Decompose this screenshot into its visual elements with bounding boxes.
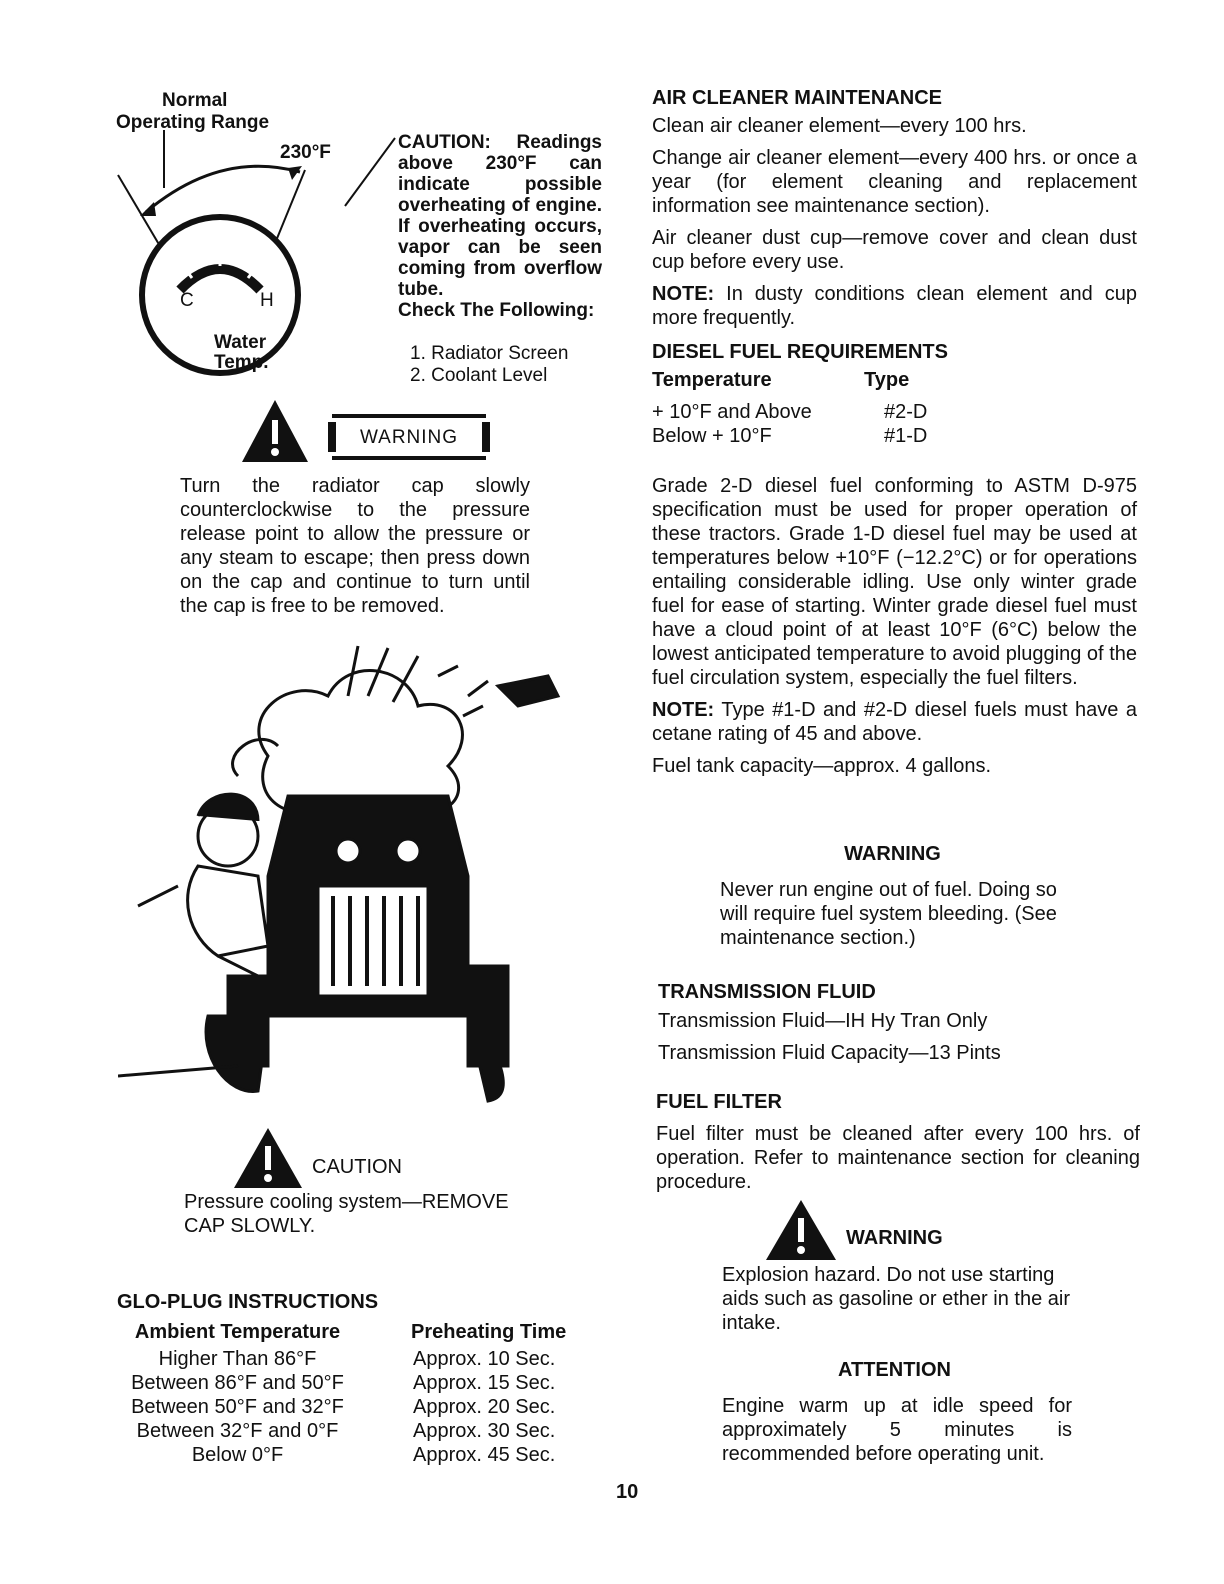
right-column xyxy=(652,86,1137,778)
table-header: Type xyxy=(864,369,910,391)
table-cell: Approx. 10 Sec. xyxy=(413,1348,556,1370)
table-row xyxy=(652,424,927,448)
diesel-fuel-note xyxy=(652,698,1137,746)
check-item: 1. Radiator Screen xyxy=(410,343,569,364)
fuel-filter-heading: FUEL FILTER xyxy=(656,1091,782,1113)
table-cell: Approx. 45 Sec. xyxy=(413,1444,556,1466)
attention-label: ATTENTION xyxy=(838,1359,951,1381)
transmission-line2: Transmission Fluid Capacity—13 Pints xyxy=(658,1042,1001,1064)
table-cell: Between 86°F and 50°F xyxy=(131,1372,344,1394)
caution-readings-text: CAUTION: Readings above 230°F can indicate possible overheating of engine. If overheating occurs, vapor can be seen coming from overflow tube. xyxy=(398,132,602,300)
warning-triangle-icon xyxy=(240,398,310,464)
air-cleaner-heading: AIR CLEANER MAINTENANCE xyxy=(652,87,942,109)
table-cell: Below + 10°F xyxy=(652,425,772,447)
table-cell: Approx. 30 Sec. xyxy=(413,1420,556,1442)
caution-triangle-icon xyxy=(232,1126,304,1190)
air-cleaner-note xyxy=(652,282,1137,330)
table-cell: #1-D xyxy=(884,425,928,447)
air-cleaner-p2: Change air cleaner element—every 400 hrs. or once a year (for element cleaning and replacement information see maintenance section). xyxy=(652,147,1137,217)
pressure-caution-line1: Pressure cooling system—REMOVE xyxy=(184,1191,509,1213)
transmission-heading: TRANSMISSION FLUID xyxy=(658,981,876,1003)
check-item: 2. Coolant Level xyxy=(410,365,548,386)
fuel-warning-text: Never run engine out of fuel. Doing so will require fuel system bleeding. (See maintenance section.) xyxy=(720,879,1057,949)
table-cell: Higher Than 86°F xyxy=(158,1348,317,1370)
note-label: NOTE: xyxy=(652,283,715,305)
attention-text: Engine warm up at idle speed for approximately 5 minutes is recommended before operating unit. xyxy=(722,1395,1072,1465)
table-cell: Approx. 20 Sec. xyxy=(413,1396,556,1418)
note-text: Type #1-D and #2-D diesel fuels must have a cetane rating of 45 and above. xyxy=(652,699,1137,745)
dial-c-label: C xyxy=(180,290,194,311)
check-following-heading: Check The Following: xyxy=(398,300,595,321)
gauge-label-normal: Normal xyxy=(162,90,228,111)
pressure-caution-line2: CAP SLOWLY. xyxy=(184,1215,316,1237)
glo-plug-times xyxy=(413,1347,555,1467)
note-label: NOTE: xyxy=(652,699,715,721)
page-number: 10 xyxy=(616,1481,639,1503)
table-cell: Between 50°F and 32°F xyxy=(131,1396,344,1418)
air-cleaner-p3: Air cleaner dust cup—remove cover and clean dust cup before every use. xyxy=(652,227,1137,273)
note-text: In dusty conditions clean element and cup more frequently. xyxy=(652,283,1137,329)
diesel-fuel-p1: Grade 2-D diesel fuel conforming to ASTM D-975 specification must be used for proper operation of these tractors. Grade 1-D diesel fuel may be used at temperatures below +10°F (−12.2°C) or for operations entailing considerable idling. Use only winter grade fuel for ease of starting. Winter grade diesel fuel must have a cloud point of at least 10°F (6°C) below the lowest anticipated temperature to avoid plugging of the fuel circulation system, especially the fuel filters. xyxy=(652,475,1137,689)
dial-temp-label: Temp. xyxy=(214,352,269,373)
gauge-label-range: Operating Range xyxy=(116,112,270,133)
dial-h-label: H xyxy=(260,290,274,311)
table-cell: Approx. 15 Sec. xyxy=(413,1372,556,1394)
fuel-tank-capacity: Fuel tank capacity—approx. 4 gallons. xyxy=(652,755,992,777)
table-cell: Between 32°F and 0°F xyxy=(136,1420,339,1442)
glo-plug-heading: GLO-PLUG INSTRUCTIONS xyxy=(117,1291,379,1313)
gauge-temp-mark: 230°F xyxy=(280,142,331,163)
diesel-fuel-heading: DIESEL FUEL REQUIREMENTS xyxy=(652,341,948,363)
warning-triangle-icon xyxy=(764,1198,838,1262)
fuel-filter-text: Fuel filter must be cleaned after every 100 hrs. of operation. Refer to maintenance section for cleaning procedure. xyxy=(656,1123,1140,1193)
table-row xyxy=(652,392,927,424)
caution-label: CAUTION xyxy=(312,1156,402,1178)
transmission-line1: Transmission Fluid—IH Hy Tran Only xyxy=(658,1010,988,1032)
radiator-warning-text: Turn the radiator cap slowly counterclockwise to the pressure release point to allow the pressure or any steam to escape; then press down on the cap and continue to turn until the cap is free to be removed. xyxy=(180,475,530,617)
fuel-warning-label: WARNING xyxy=(844,843,941,865)
table-row xyxy=(652,368,927,392)
glo-plug-temps xyxy=(110,1347,365,1467)
preheat-time-header: Preheating Time xyxy=(411,1321,567,1343)
table-header: Temperature xyxy=(652,369,772,391)
warning-label: WARNING xyxy=(359,427,459,448)
ambient-temp-header: Ambient Temperature xyxy=(134,1321,341,1343)
dial-water-label: Water xyxy=(214,332,267,353)
check-list xyxy=(410,343,568,387)
table-cell: + 10°F and Above xyxy=(652,401,812,423)
explosion-warning-label: WARNING xyxy=(846,1227,943,1249)
table-cell: Below 0°F xyxy=(191,1444,284,1466)
air-cleaner-p1: Clean air cleaner element—every 100 hrs. xyxy=(652,115,1027,137)
table-cell: #2-D xyxy=(884,401,928,423)
explosion-warning-text: Explosion hazard. Do not use starting aids such as gasoline or ether in the air intake. xyxy=(722,1264,1070,1334)
diesel-fuel-table xyxy=(652,368,927,448)
tractor-overheating-illustration xyxy=(118,636,578,1106)
warning-banner xyxy=(326,410,492,460)
